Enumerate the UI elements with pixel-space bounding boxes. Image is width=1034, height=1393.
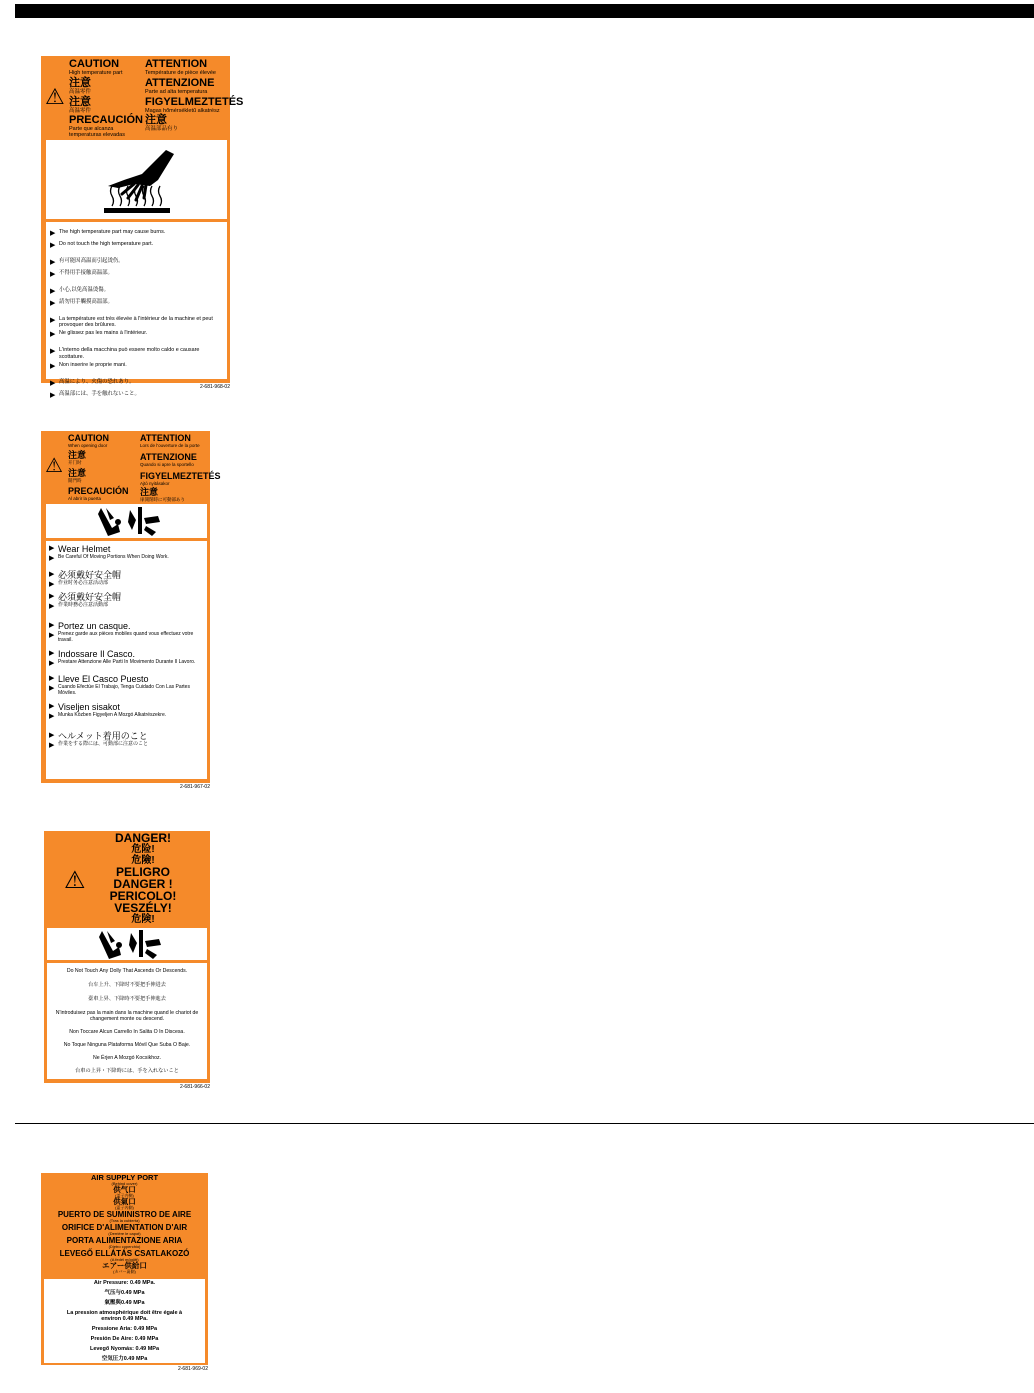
list-item: ▶ L'interno della macchina può essere molto caldo e causare scottature. xyxy=(50,347,200,360)
list-item: No Toque Ninguna Plataforma Móvil Que Suba O Baje. xyxy=(63,1042,191,1048)
danger-label: ⚠ DANGER! 危险! 危險! PELIGRO DANGER ! PERICOLO! VESZÉLY! 危険! Do Not Touch Any Dolly That Ascends Or Descends. 台车上升、下降时不要把手伸进去 臺車上昇、下降時不要把手伸進去 N'introduisez pas la main dans la machine quand le chariot de changement monte ou descend. Non Toccare Alcun Carrello In Salita O In Discesa. No Toque Ninguna Plataforma Móvil Que Suba O Baje. Ne Érjen A Mozgó Kocsikhoz. 台車の上昇・下降時には、手を入れないこと xyxy=(44,831,210,1083)
list-item: Pressione Aria: 0.49 MPa xyxy=(91,1326,158,1332)
list-item: ▶ 高温により、火傷の恐れあり。 xyxy=(50,378,135,387)
list-item: ▶ 必须戴好安全帽 ▶ 作业时务必注意活动部 xyxy=(49,570,122,588)
list-item: ▶ Non inserire le proprie mani. xyxy=(50,361,127,370)
list-item: ▶ 小心,以免高温烫傷。 xyxy=(50,287,110,295)
list-item: Presión De Aire: 0.49 MPa xyxy=(90,1336,159,1342)
list-item: ▶ The high temperature part may cause burns. xyxy=(50,229,166,237)
list-item: ▶ Portez un casque. ▶ Prenez garde aux pièces mobiles quand vous effectuez votre travail. xyxy=(49,621,194,643)
list-item: ▶ Wear Helmet ▶ Be Careful Of Moving Portions When Doing Work. xyxy=(49,544,169,562)
door-label-text-panel xyxy=(46,541,207,779)
header-caution: CAUTION xyxy=(69,58,120,70)
header-peligro: PELIGRO xyxy=(115,865,170,879)
list-item: ▶ Viseljen sisakot ▶ Munka Közben Figyeljen A Mozgó Alkatrészekre. xyxy=(49,702,167,720)
list-item: 台車の上昇・下降時には、手を入れないこと xyxy=(75,1068,179,1074)
list-item: ▶ 有可能因高温而引起烫伤。 xyxy=(50,258,124,266)
list-item: ▶ Do not touch the high temperature part. xyxy=(50,241,154,249)
warning-triangle-icon: ⚠ xyxy=(45,455,63,477)
list-item: ▶ 高温部には、手を触れないこと。 xyxy=(50,390,140,399)
list-item: ▶ La température est très élevée à l'intérieur de la machine et peut provoquer des brûlures. xyxy=(50,316,213,329)
hot-surface-pictogram xyxy=(46,140,227,219)
list-item: 氣壓與0.49 MPa xyxy=(104,1300,145,1306)
section-divider xyxy=(15,1123,1034,1124)
list-item: Non Toccare Alcun Carrello In Salita O In Discesa. xyxy=(69,1029,185,1035)
part-number: 2-681-966-02 xyxy=(179,1084,210,1090)
header-precaucion: PRECAUCIÓN xyxy=(69,114,143,126)
part-number: 2-681-969-02 xyxy=(177,1366,208,1372)
header-attention: ATTENTION xyxy=(145,58,208,70)
list-item: 台车上升、下降时不要把手伸进去 xyxy=(88,982,166,988)
header-pericolo: PERICOLO! xyxy=(109,889,177,903)
header-veszely: VESZÉLY! xyxy=(114,901,172,915)
list-item: ▶ ヘルメット着用のこと ▶ 作業をする際には、可動部に注意のこと xyxy=(49,731,149,749)
list-item: 空気圧力0.49 MPa xyxy=(101,1356,148,1362)
header-attenzione: ATTENZIONE xyxy=(145,77,215,89)
air-supply-label: AIR SUPPLY PORT (Behind cover) 供气口 (盖子内侧) 供氣口 (蓋子內側) PUERTO DE SUMINISTRO DE AIRE (Tras la cubierta) ORIFICE D'ALIMENTATION D'AIR (Derrière le capot) PORTA ALIMENTAZIONE ARIA (Dietro coperchio) LEVEGŐ ELLÁTÁS CSATLAKOZÓ (A fedél mögött) エアー供給口 (カバー裏側) Air Pressure: 0.49 MPa. 气压与0.49 MPa 氣壓與0.49 MPa La pression atmosphérique doit être égale à environ 0.49 MPa. Pressione Aria: 0.49 MPa Presión De Aire: 0.49 MPa Levegő Nyomás: 0.49 MPa 空気圧力0.49 MPa xyxy=(41,1173,208,1365)
list-item: La pression atmosphérique doit être égale à environ 0.49 MPa. xyxy=(66,1310,183,1322)
crush-hazard-pictogram xyxy=(46,504,207,538)
header-danger: DANGER! xyxy=(115,831,171,845)
list-item: ▶ Ne glissez pas les mains à l'intérieur. xyxy=(50,330,148,339)
hand-heat-icon xyxy=(46,140,227,219)
hand-crush-icon xyxy=(47,928,207,960)
list-item: Levegő Nyomás: 0.49 MPa xyxy=(89,1346,160,1352)
part-number: 2-681-968-02 xyxy=(199,384,230,390)
list-item: N'introduisez pas la main dans la machine quand le chariot de changement monte ou descend. xyxy=(55,1010,199,1022)
list-item: Do Not Touch Any Dolly That Ascends Or Descends. xyxy=(66,968,188,974)
list-item: ▶ 請勿用手觸摸高溫部。 xyxy=(50,299,113,307)
part-number: 2-681-967-02 xyxy=(179,784,210,790)
list-item: Ne Érjen A Mozgó Kocsikhoz. xyxy=(92,1055,162,1061)
list-item: ▶ Indossare Il Casco. ▶ Prestare Attenzione Alle Parti In Movimento Durante Il Lavoro. xyxy=(49,649,196,667)
list-item: 臺車上昇、下降時不要把手伸進去 xyxy=(88,996,166,1002)
hand-crush-icon xyxy=(46,504,207,538)
list-item: ▶ 必須戴好安全帽 ▶ 作業時務必注意活動部 xyxy=(49,592,122,610)
list-item: ▶ Lleve El Casco Puesto ▶ Cuando Efectúe El Trabajo, Tenga Cuidado Con Las Partes Móviles. xyxy=(49,674,190,696)
warning-triangle-icon: ⚠ xyxy=(45,84,65,109)
crush-hazard-pictogram xyxy=(47,928,207,960)
header-figyelmeztetes: FIGYELMEZTETÉS xyxy=(145,96,244,108)
list-item: ▶ 不得用手接触高温部。 xyxy=(50,270,113,278)
caution-hot-label: ⚠ CAUTION High temperature part ATTENTION Température de pièce élevée 注意 高温零件 ATTENZIONE Parte ad alta temperatura 注意 高温零件 FIGYELMEZTETÉS Magas hőmérsékletű alkatrész PRECAUCIÓN Parte que alcanza temperaturas elevadas 注意 高温部品有り ▶ The high temperature part may cause burns. ▶ Do not touch the high temperature part. ▶ 有可能因高温而引起烫伤。 ▶ 不得用手接触高温部。 ▶ 小心,以免高温烫傷。 ▶ 請勿用手觸摸高溫部。 ▶ La température est très élevée à l'intérieur de la machine et peut provoquer des brûlures. ▶ Ne glissez pas les mains à l'intérieur. ▶ L'interno della macchina può essere molto caldo e causare scottature. ▶ Non inserire le proprie mani. ▶ 高温により、火傷の恐れあり。 ▶ 高温部には、手を触れないこと。 xyxy=(41,56,230,383)
list-item: Air Pressure: 0.49 MPa. xyxy=(93,1280,156,1286)
danger-label-text-panel xyxy=(47,963,207,1079)
air-label-text-panel xyxy=(44,1279,205,1363)
warning-triangle-icon: ⚠ xyxy=(64,867,86,894)
list-item: 气压与0.49 MPa xyxy=(104,1290,145,1296)
top-black-bar xyxy=(15,4,1034,18)
caution-door-label: ⚠ CAUTION When opening door ATTENTION Lors de l'ouverture de la porte 注意 开门时 ATTENZIONE Quando si apre la sportello 注意 開門時 FIGYELMEZTETÉS Ajtó nyitásakor PRECAUCIÓN Al abrir la puerta 注意 扉開閉時に可動部あり ▶ Wear Helmet ▶ Be Careful Of Moving Portions When Doing Work. ▶ 必须戴好安全帽 ▶ 作业时务必注意活动部 ▶ 必須戴好安全帽 ▶ 作業時務必注意活動部 ▶ Portez un casque. ▶ Prenez garde aux pièces mobiles quand vous effectuez votre travail. ▶ Indossare Il Casco. ▶ Prestare Attenzione Alle Parti In Movimento Durante Il Lavoro. ▶ Lleve El Casco Puesto ▶ Cuando Efectúe El Trabajo, Tenga Cuidado Con Las Partes Móviles. ▶ Viseljen sisakot ▶ Munka Közben Figyeljen A Mozgó Alkatrészekre. ▶ ヘルメット着用のこと ▶ 作業をする際には、可動部に注意のこと xyxy=(41,431,210,783)
header-air-supply-port: AIR SUPPLY PORT xyxy=(90,1173,159,1182)
